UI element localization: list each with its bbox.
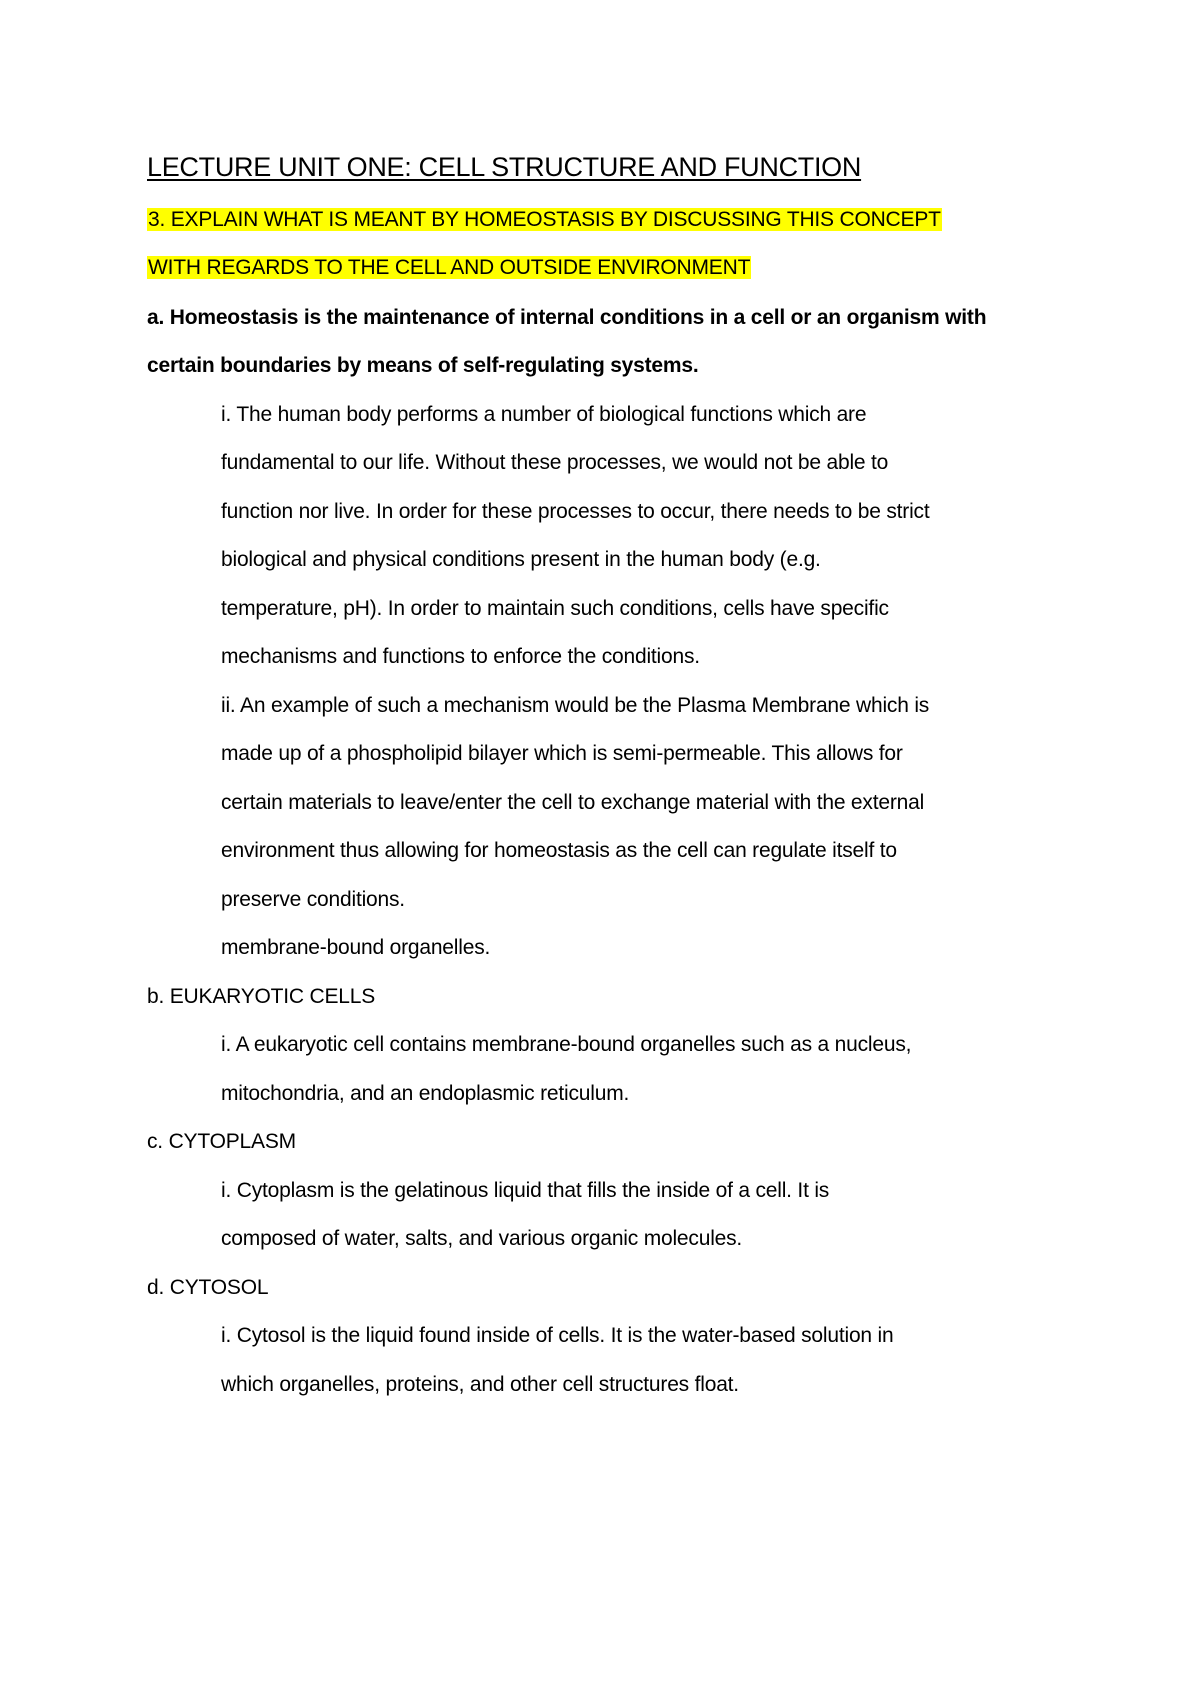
section-a-point-i-line: i. The human body performs a number of biological functions which are (221, 403, 867, 426)
section-a-point-ii-line: made up of a phospholipid bilayer which is semi-permeable. This allows for (221, 742, 903, 765)
section-a-point-ii-line: environment thus allowing for homeostasis as the cell can regulate itself to (221, 839, 897, 862)
section-a-line-2: certain boundaries by means of self-regulating systems. (147, 354, 699, 377)
section-b-point-i-line: i. A eukaryotic cell contains membrane-bound organelles such as a nucleus, (221, 1033, 912, 1056)
section-a-point-i-line: biological and physical conditions present in the human body (e.g. (221, 548, 821, 571)
section-a-point-i-line: temperature, pH). In order to maintain such conditions, cells have specific (221, 597, 889, 620)
section-c-point-i-line: composed of water, salts, and various organic molecules. (221, 1227, 743, 1250)
page-title: LECTURE UNIT ONE: CELL STRUCTURE AND FUNCTION (147, 152, 862, 182)
section-a-point-ii-line: preserve conditions. (221, 888, 405, 911)
section-b-heading: b. EUKARYOTIC CELLS (147, 985, 376, 1008)
section-a-point-i-line: mechanisms and functions to enforce the conditions. (221, 645, 700, 668)
highlighted-question-text: 3. EXPLAIN WHAT IS MEANT BY HOMEOSTASIS BY DISCUSSING THIS CONCEPT (148, 208, 941, 231)
question-line-1 (147, 206, 942, 234)
section-a-point-ii-line: certain materials to leave/enter the cell to exchange material with the external (221, 791, 925, 814)
section-a-point-i-line: fundamental to our life. Without these processes, we would not be able to (221, 451, 889, 474)
question-line-2 (147, 254, 751, 282)
section-b-point-i-line: mitochondria, and an endoplasmic reticulum. (221, 1082, 630, 1105)
section-d-point-i-line: which organelles, proteins, and other cell structures float. (221, 1373, 739, 1396)
highlighted-question-text: WITH REGARDS TO THE CELL AND OUTSIDE ENVIRONMENT (148, 256, 751, 279)
section-d-point-i-line: i. Cytosol is the liquid found inside of cells. It is the water-based solution in (221, 1324, 894, 1347)
section-c-point-i-line: i. Cytoplasm is the gelatinous liquid that fills the inside of a cell. It is (221, 1179, 830, 1202)
section-c-heading: c. CYTOPLASM (147, 1130, 296, 1153)
section-a-point-ii-line: ii. An example of such a mechanism would be the Plasma Membrane which is (221, 694, 930, 717)
section-a-point-i-line: function nor live. In order for these processes to occur, there needs to be strict (221, 500, 930, 523)
section-a-line-1: a. Homeostasis is the maintenance of internal conditions in a cell or an organism with (147, 306, 987, 329)
section-a-point-ii-line: membrane-bound organelles. (221, 936, 491, 959)
section-d-heading: d. CYTOSOL (147, 1276, 269, 1299)
